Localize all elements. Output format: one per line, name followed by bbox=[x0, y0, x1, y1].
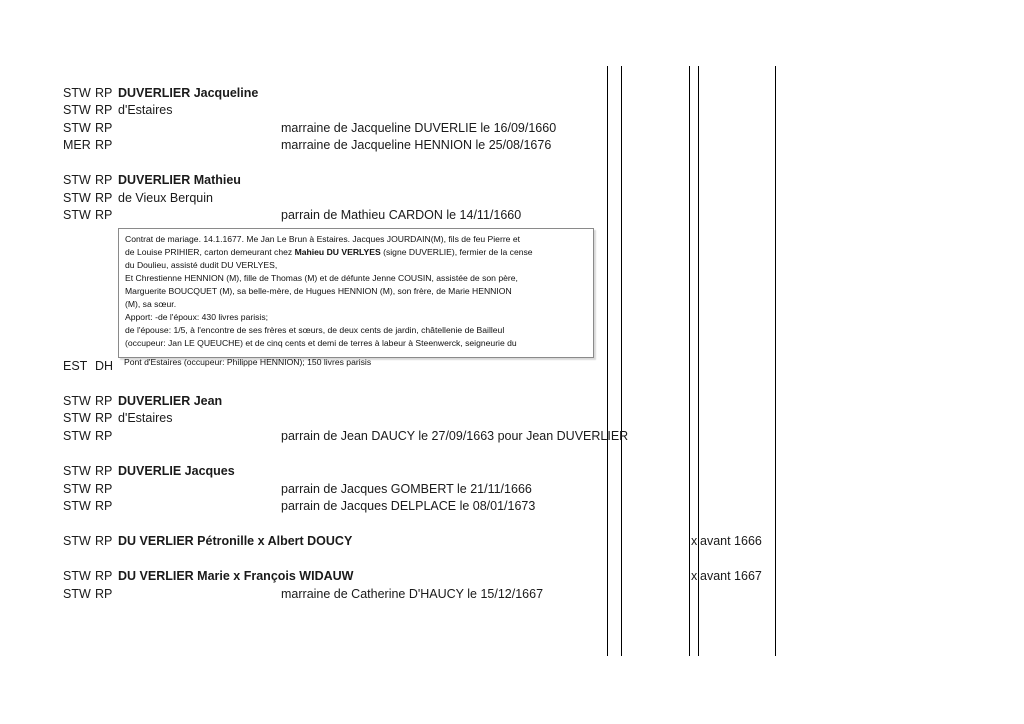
event-note: parrain de Jacques GOMBERT le 21/11/1666 bbox=[281, 482, 532, 496]
comment-line: (occupeur: Jan LE QUEUCHE) et de cinq cents et demi de terres à labeur à Steenwerck, seigneurie du bbox=[125, 338, 517, 348]
record-row bbox=[0, 189, 1024, 207]
comment-text: de Louise PRIHIER, carton demeurant chez bbox=[125, 247, 295, 257]
record-row bbox=[0, 585, 1024, 603]
comment-highlight: Mahieu DU VERLYES bbox=[294, 247, 381, 257]
source-code: STW bbox=[63, 121, 91, 135]
record-row bbox=[0, 101, 1024, 119]
type-code: RP bbox=[95, 587, 113, 601]
type-code: RP bbox=[95, 173, 113, 187]
marriage-mark: x bbox=[691, 569, 698, 583]
record-row bbox=[0, 136, 1024, 154]
record-row bbox=[0, 532, 1024, 550]
type-code: RP bbox=[95, 103, 113, 117]
comment-line: Marguerite BOUCQUET (M), sa belle-mère, de Hugues HENNION (M), son frère, de Marie HENNION bbox=[125, 286, 512, 296]
event-note: marraine de Jacqueline HENNION le 25/08/1676 bbox=[281, 138, 552, 152]
type-code: RP bbox=[95, 499, 113, 513]
event-note: parrain de Jacques DELPLACE le 08/01/1673 bbox=[281, 499, 536, 513]
record-row bbox=[0, 171, 1024, 189]
event-note: marraine de Catherine D'HAUCY le 15/12/1667 bbox=[281, 587, 544, 601]
person-name: DUVERLIER Mathieu bbox=[118, 173, 241, 187]
person-name: DUVERLIE Jacques bbox=[118, 464, 235, 478]
source-code: STW bbox=[63, 569, 91, 583]
type-code: RP bbox=[95, 191, 113, 205]
type-code: RP bbox=[95, 534, 113, 548]
place-text: d'Estaires bbox=[118, 103, 173, 117]
comment-box[interactable] bbox=[118, 228, 594, 358]
place-text: de Vieux Berquin bbox=[118, 191, 213, 205]
comment-text: (signe DUVERLIE), fermier de la cense bbox=[380, 247, 533, 257]
source-code: STW bbox=[63, 411, 91, 425]
record-row bbox=[0, 567, 1024, 585]
source-code: EST bbox=[63, 359, 88, 373]
source-code: STW bbox=[63, 499, 91, 513]
comment-line: Apport: -de l'époux: 430 livres parisis; bbox=[125, 312, 269, 322]
type-code: RP bbox=[95, 482, 113, 496]
marriage-date: avant 1666 bbox=[700, 534, 762, 548]
marriage-mark: x bbox=[691, 534, 698, 548]
marriage-date: avant 1667 bbox=[700, 569, 762, 583]
record-row bbox=[0, 409, 1024, 427]
comment-line: Contrat de mariage. 14.1.1677. Me Jan Le Brun à Estaires. Jacques JOURDAIN(M), fils de feu Pierre et bbox=[125, 234, 521, 244]
type-code: RP bbox=[95, 569, 113, 583]
type-code: RP bbox=[95, 208, 113, 222]
person-name: DU VERLIER Pétronille x Albert DOUCY bbox=[118, 534, 353, 548]
person-name: DUVERLIER Jacqueline bbox=[118, 86, 259, 100]
comment-line: (M), sa sœur. bbox=[125, 299, 177, 309]
source-code: MER bbox=[63, 138, 91, 152]
source-code: STW bbox=[63, 464, 91, 478]
person-name: DUVERLIER Jean bbox=[118, 394, 223, 408]
event-note: parrain de Mathieu CARDON le 14/11/1660 bbox=[281, 208, 522, 222]
comment-line bbox=[125, 246, 587, 259]
source-code: STW bbox=[63, 534, 91, 548]
place-text: d'Estaires bbox=[118, 411, 173, 425]
source-code: STW bbox=[63, 429, 91, 443]
type-code: RP bbox=[95, 464, 113, 478]
type-code: RP bbox=[95, 429, 113, 443]
source-code: STW bbox=[63, 103, 91, 117]
event-note: marraine de Jacqueline DUVERLIE le 16/09/1660 bbox=[281, 121, 557, 135]
comment-line: Et Chrestienne HENNION (M), fille de Thomas (M) et de défunte Jenne COUSIN, assistée de son père, bbox=[125, 273, 518, 283]
source-code: STW bbox=[63, 173, 91, 187]
comment-line: du Doulieu, assisté dudit DU VERLYES, bbox=[125, 260, 278, 270]
type-code: RP bbox=[95, 121, 113, 135]
source-code: STW bbox=[63, 208, 91, 222]
record-row bbox=[0, 480, 1024, 498]
type-code: RP bbox=[95, 394, 113, 408]
source-code: STW bbox=[63, 191, 91, 205]
source-code: STW bbox=[63, 86, 91, 100]
record-row bbox=[0, 206, 1024, 224]
source-code: STW bbox=[63, 394, 91, 408]
record-row bbox=[0, 462, 1024, 480]
record-row bbox=[0, 497, 1024, 515]
record-row bbox=[0, 392, 1024, 410]
source-code: STW bbox=[63, 587, 91, 601]
person-name: DU VERLIER Marie x François WIDAUW bbox=[118, 569, 354, 583]
type-code: RP bbox=[95, 138, 113, 152]
record-row bbox=[0, 427, 1024, 445]
type-code: DH bbox=[95, 359, 114, 373]
comment-line: de l'épouse: 1/5, à l'encontre de ses frères et sœurs, de deux cents de jardin, châtellenie de Bailleul bbox=[125, 325, 505, 335]
comment-line-overflow: Pont d'Estaires (occupeur: Philippe HENNION); 150 livres parisis bbox=[124, 357, 372, 367]
record-row bbox=[0, 119, 1024, 137]
record-row bbox=[0, 84, 1024, 102]
source-code: STW bbox=[63, 482, 91, 496]
type-code: RP bbox=[95, 86, 113, 100]
type-code: RP bbox=[95, 411, 113, 425]
event-note: parrain de Jean DAUCY le 27/09/1663 pour Jean DUVERLIER bbox=[281, 429, 629, 443]
